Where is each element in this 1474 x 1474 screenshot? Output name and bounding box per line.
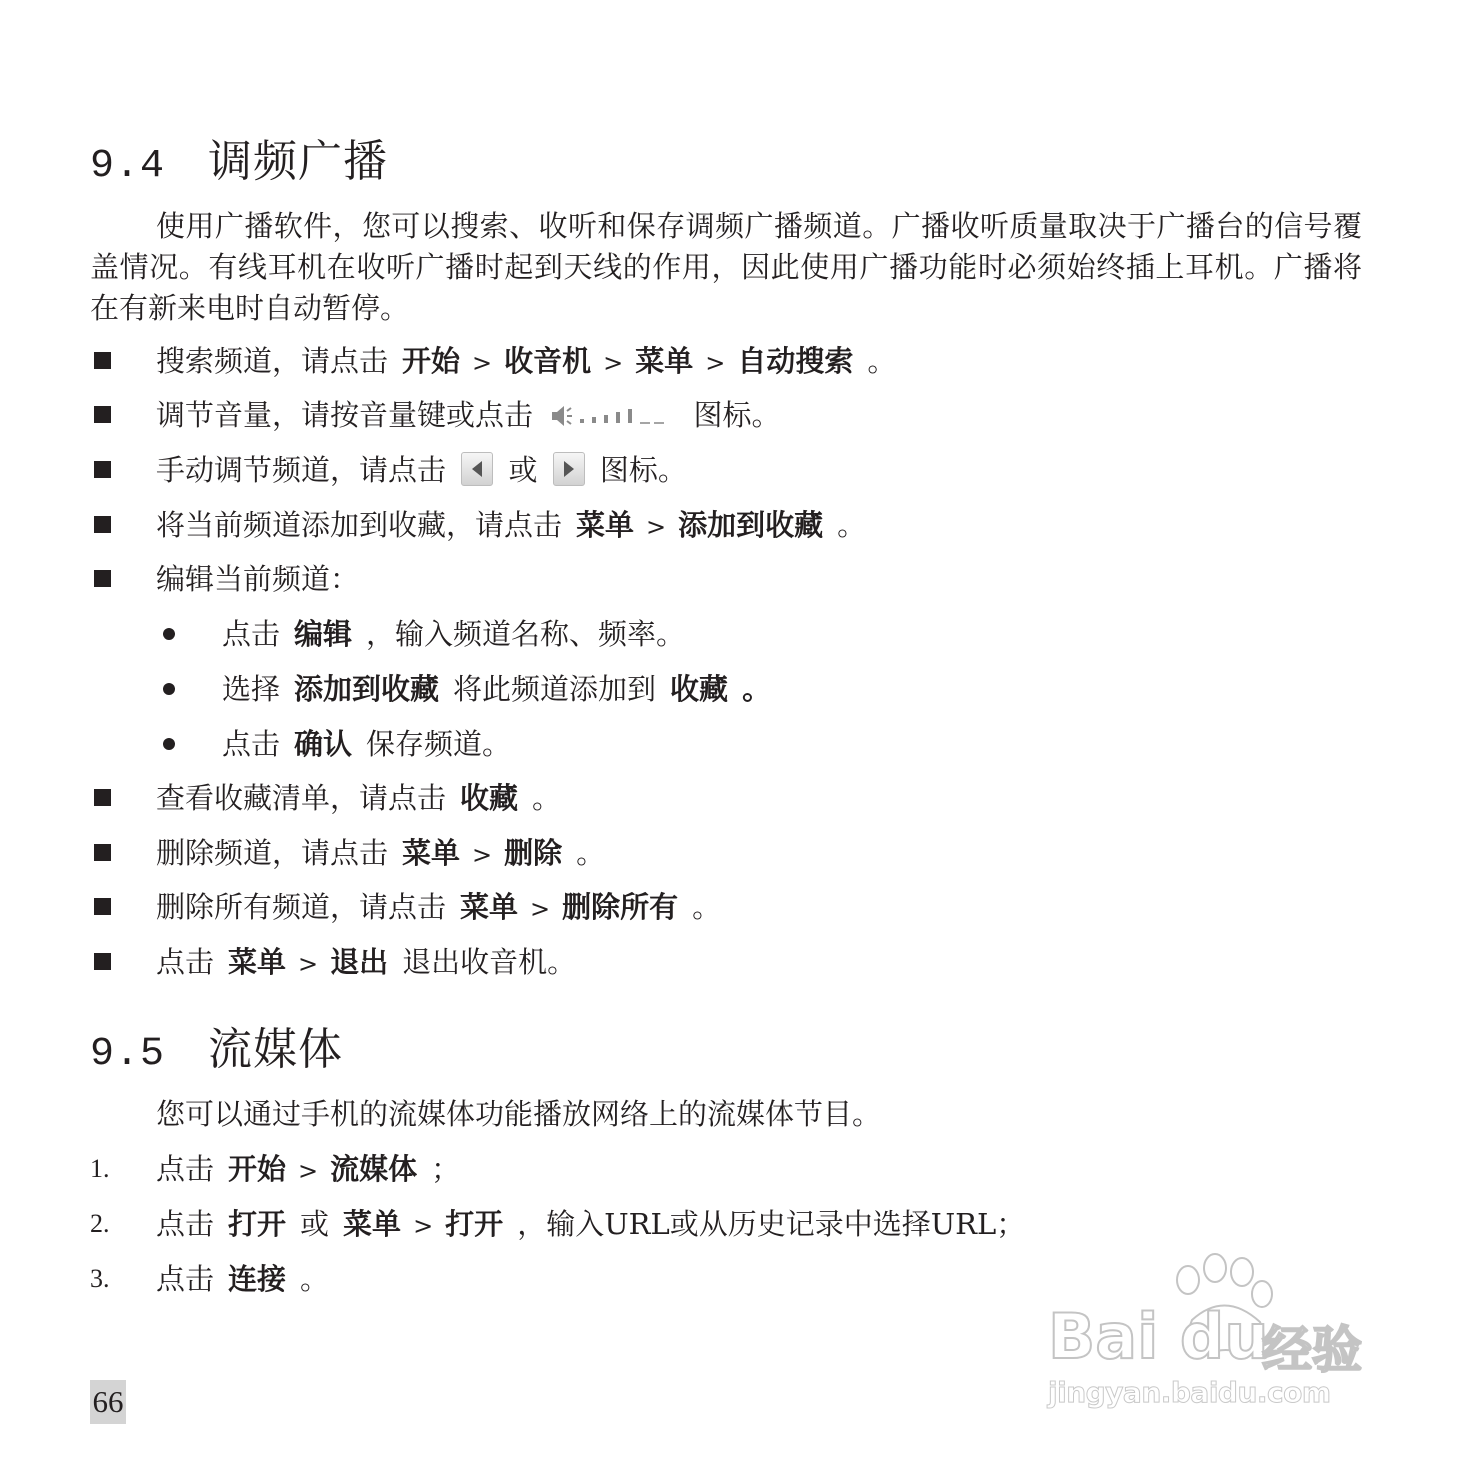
item-pre: 选择 — [222, 672, 281, 706]
round-bullet-icon — [163, 738, 175, 750]
menu-path-radio: 收音机 — [504, 344, 592, 378]
menu-path-menu: 菜单 — [576, 508, 635, 542]
path-separator: > — [472, 841, 493, 869]
item-end: ； — [431, 1152, 461, 1186]
path-separator: > — [298, 1157, 319, 1185]
item-text: 将当前频道添加到收藏，请点击 — [156, 508, 563, 542]
item-text: 调节音量，请按音量键或点击 — [156, 398, 534, 432]
square-bullet-icon — [94, 844, 111, 861]
step-number: 1. — [90, 1154, 110, 1183]
item-post: 退出收音机。 — [402, 945, 577, 979]
section-number: 9.4 — [90, 144, 166, 189]
menu-path-autosearch: 自动搜索 — [737, 344, 854, 378]
item-end: 。 — [692, 890, 722, 924]
item-end: 。 — [300, 1262, 330, 1296]
favorites-label: 收藏 — [670, 672, 729, 706]
item-post: ，输入URL或从历史记录中选择URL； — [517, 1207, 1026, 1241]
watermark-url: jingyan.baidu.com — [1048, 1376, 1331, 1409]
square-bullet-icon — [94, 789, 111, 806]
square-bullet-icon — [94, 406, 111, 423]
item-pre: 点击 — [156, 1207, 215, 1241]
round-bullet-icon — [163, 683, 175, 695]
tune-right-icon — [553, 452, 585, 486]
path-separator: > — [530, 895, 551, 923]
path-separator: > — [705, 349, 726, 377]
item-or: 或 — [300, 1207, 330, 1241]
menu-path-add-favorite: 添加到收藏 — [678, 508, 824, 542]
item-after: 图标。 — [693, 398, 781, 432]
round-bullet-icon — [163, 628, 175, 640]
tune-left-icon — [461, 452, 493, 486]
item-text: 删除所有频道，请点击 — [156, 890, 447, 924]
square-bullet-icon — [94, 461, 111, 478]
item-end: 。 — [532, 781, 562, 815]
section-9-4-intro: 使用广播软件，您可以搜索、收听和保存调频广播频道。广播收听质量取决于广播台的信号覆盖情况。有线耳机在收听广播时起到天线的作用，因此使用广播功能时必须始终插上耳机。广播将在有新来电时自动暂停。 — [90, 209, 1362, 325]
item-end: 。 — [837, 508, 867, 542]
confirm-label: 确认 — [294, 727, 353, 761]
item-pre: 点击 — [222, 727, 281, 761]
square-bullet-icon — [94, 953, 111, 970]
menu-path-menu: 菜单 — [343, 1207, 402, 1241]
item-post: ，输入频道名称、频率。 — [366, 617, 686, 651]
square-bullet-icon — [94, 352, 111, 369]
item-mid: 将此频道添加到 — [453, 672, 657, 706]
section-9-4-heading — [90, 136, 388, 189]
watermark-cn: 经验 — [1262, 1321, 1362, 1379]
section-title: 调频广播 — [208, 136, 388, 187]
path-separator: > — [472, 349, 493, 377]
square-bullet-icon — [94, 570, 111, 587]
square-bullet-icon — [94, 516, 111, 533]
item-end: 。 — [867, 344, 897, 378]
section-9-5-heading — [90, 1024, 343, 1077]
path-separator: > — [413, 1212, 434, 1240]
menu-path-delete-all: 删除所有 — [562, 890, 679, 924]
item-post: 。 — [742, 672, 772, 706]
menu-path-open: 打开 — [445, 1207, 504, 1241]
menu-path-menu: 菜单 — [635, 344, 694, 378]
menu-path-menu: 菜单 — [402, 836, 461, 870]
item-after: 图标。 — [599, 453, 687, 487]
favorites-label: 收藏 — [460, 781, 519, 815]
item-pre: 点击 — [156, 1152, 215, 1186]
item-text: 查看收藏清单，请点击 — [156, 781, 447, 815]
square-bullet-icon — [94, 898, 111, 915]
menu-path-streaming: 流媒体 — [330, 1152, 418, 1186]
baidu-watermark — [1040, 1250, 1385, 1430]
menu-path-menu: 菜单 — [228, 945, 287, 979]
page-number: 66 — [90, 1380, 126, 1424]
item-pre: 点击 — [156, 1262, 215, 1296]
item-text: 编辑当前频道： — [156, 562, 360, 596]
open-label: 打开 — [228, 1207, 287, 1241]
menu-path-delete: 删除 — [504, 836, 563, 870]
item-pre: 点击 — [156, 945, 215, 979]
menu-path-exit: 退出 — [330, 945, 389, 979]
item-text: 搜索频道，请点击 — [156, 344, 389, 378]
menu-path-start: 开始 — [228, 1152, 287, 1186]
section-number: 9.5 — [90, 1032, 166, 1077]
item-text: 手动调节频道，请点击 — [156, 453, 447, 487]
menu-path-start: 开始 — [402, 344, 461, 378]
menu-path-menu: 菜单 — [460, 890, 519, 924]
volume-level-icon — [548, 401, 678, 431]
item-post: 保存频道。 — [366, 727, 512, 761]
watermark-brand: Bai du — [1048, 1300, 1269, 1373]
add-favorite-label: 添加到收藏 — [294, 672, 440, 706]
connect-label: 连接 — [228, 1262, 287, 1296]
path-separator: > — [646, 513, 667, 541]
section-9-5-intro: 您可以通过手机的流媒体功能播放网络上的流媒体节目。 — [156, 1097, 882, 1131]
item-text: 删除频道，请点击 — [156, 836, 389, 870]
section-title: 流媒体 — [208, 1024, 343, 1075]
item-pre: 点击 — [222, 617, 281, 651]
edit-label: 编辑 — [294, 617, 353, 651]
item-end: 。 — [576, 836, 606, 870]
item-or: 或 — [508, 453, 538, 487]
path-separator: > — [298, 950, 319, 978]
step-number: 2. — [90, 1209, 110, 1238]
step-number: 3. — [90, 1264, 110, 1293]
path-separator: > — [603, 349, 624, 377]
